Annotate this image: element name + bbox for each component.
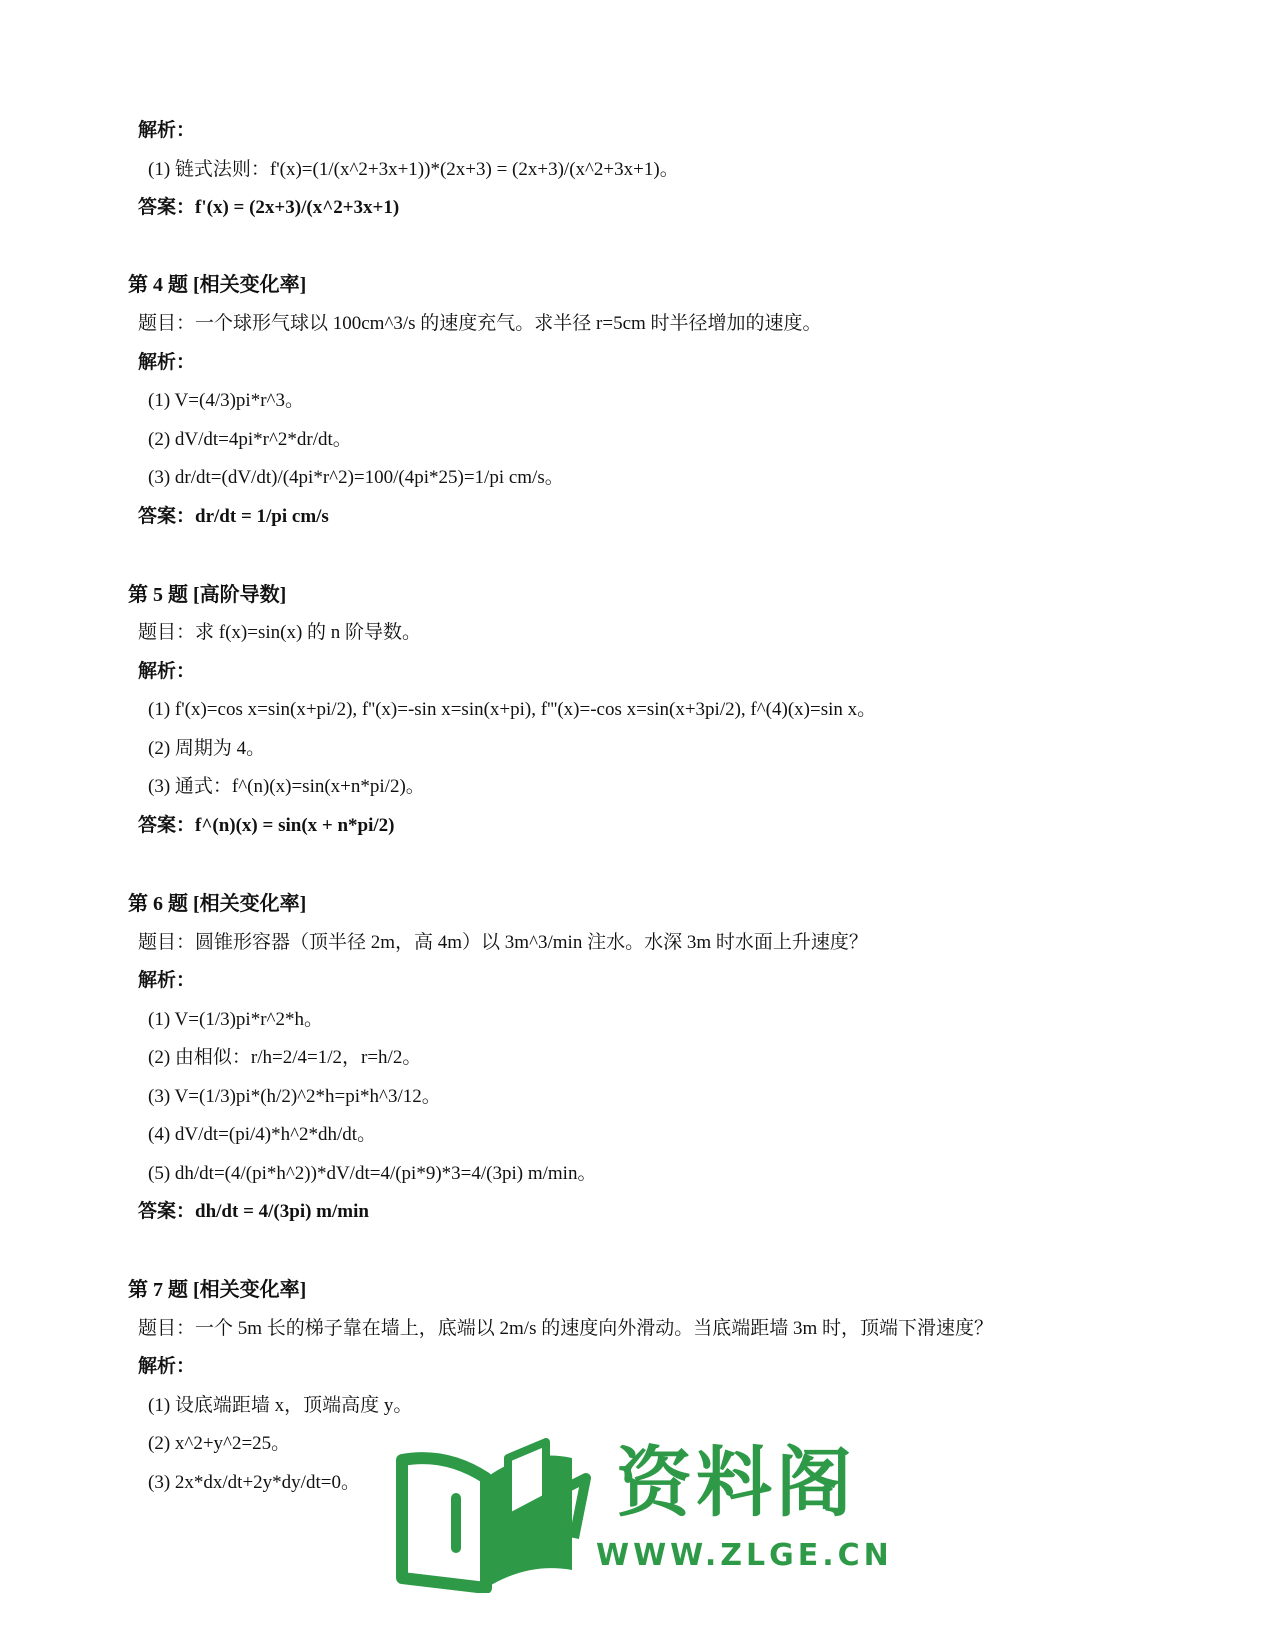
solution-step: (2) 周期为 4。 [148,738,266,759]
answer-line [138,504,329,530]
problem-heading: 第 5 题 [高阶导数] [128,584,287,606]
solution-step: (5) dh/dt=(4/(pi*h^2))*dV/dt=4/(pi*9)*3=4/(3pi) m/min。 [148,1163,597,1184]
solution-step: (1) 链式法则：f'(x)=(1/(x^2+3x+1))*(2x+3) = (2x+3)/(x^2+3x+1)。 [148,159,679,180]
solution-step: (1) f'(x)=cos x=sin(x+pi/2), f''(x)=-sin x=sin(x+pi), f'''(x)=-cos x=sin(x+3pi/2), f^(4)(x)=sin x。 [148,699,877,720]
solution-step: (3) 通式：f^(n)(x)=sin(x+n*pi/2)。 [148,776,425,797]
answer-line [138,813,395,839]
answer-line [138,195,399,221]
answer-line [138,1199,369,1225]
problem-heading: 第 6 题 [相关变化率] [128,893,307,915]
solution-step: (3) dr/dt=(dV/dt)/(4pi*r^2)=100/(4pi*25)=1/pi cm/s。 [148,467,564,488]
solution-step: (2) dV/dt=4pi*r^2*dr/dt。 [148,429,352,450]
solution-step: (1) V=(1/3)pi*r^2*h。 [148,1009,323,1030]
analysis-label: 解析： [138,970,196,991]
answer-value: f'(x) = (2x+3)/(x^2+3x+1) [195,197,400,218]
solution-step: (2) x^2+y^2=25。 [148,1433,291,1454]
problem-heading: 第 4 题 [相关变化率] [128,274,307,296]
solution-step: (3) 2x*dx/dt+2y*dy/dt=0。 [148,1472,360,1493]
answer-label: 答案： [138,815,196,836]
problem-question: 题目：一个 5m 长的梯子靠在墙上，底端以 2m/s 的速度向外滑动。当底端距墙 3m 时，顶端下滑速度？ [138,1318,994,1339]
problem-heading: 第 7 题 [相关变化率] [128,1279,307,1301]
answer-value: dr/dt = 1/pi cm/s [195,506,329,527]
analysis-label: 解析： [138,352,196,373]
solution-step: (3) V=(1/3)pi*(h/2)^2*h=pi*h^3/12。 [148,1086,441,1107]
open-book-icon [396,1438,596,1593]
solution-step: (1) V=(4/3)pi*r^3。 [148,390,304,411]
answer-value: dh/dt = 4/(3pi) m/min [195,1201,369,1222]
answer-value: f^(n)(x) = sin(x + n*pi/2) [195,815,395,836]
solution-step: (4) dV/dt=(pi/4)*h^2*dh/dt。 [148,1124,377,1145]
watermark-url: WWW.ZLGE.CN [596,1538,893,1573]
analysis-label: 解析： [138,1356,196,1377]
problem-question: 题目：圆锥形容器（顶半径 2m，高 4m）以 3m^3/min 注水。水深 3m 时水面上升速度？ [138,932,868,953]
answer-label: 答案： [138,197,196,218]
watermark-logo [396,1438,893,1598]
solution-step: (1) 设底端距墙 x，顶端高度 y。 [148,1395,413,1416]
watermark-name: 资料阁 [616,1438,856,1527]
problem-question: 题目：求 f(x)=sin(x) 的 n 阶导数。 [138,622,422,643]
solution-step: (2) 由相似：r/h=2/4=1/2，r=h/2。 [148,1047,422,1068]
answer-label: 答案： [138,1201,196,1222]
analysis-label: 解析： [138,120,196,141]
answer-label: 答案： [138,506,196,527]
problem-question: 题目：一个球形气球以 100cm^3/s 的速度充气。求半径 r=5cm 时半径增加的速度。 [138,313,822,334]
analysis-label: 解析： [138,661,196,682]
